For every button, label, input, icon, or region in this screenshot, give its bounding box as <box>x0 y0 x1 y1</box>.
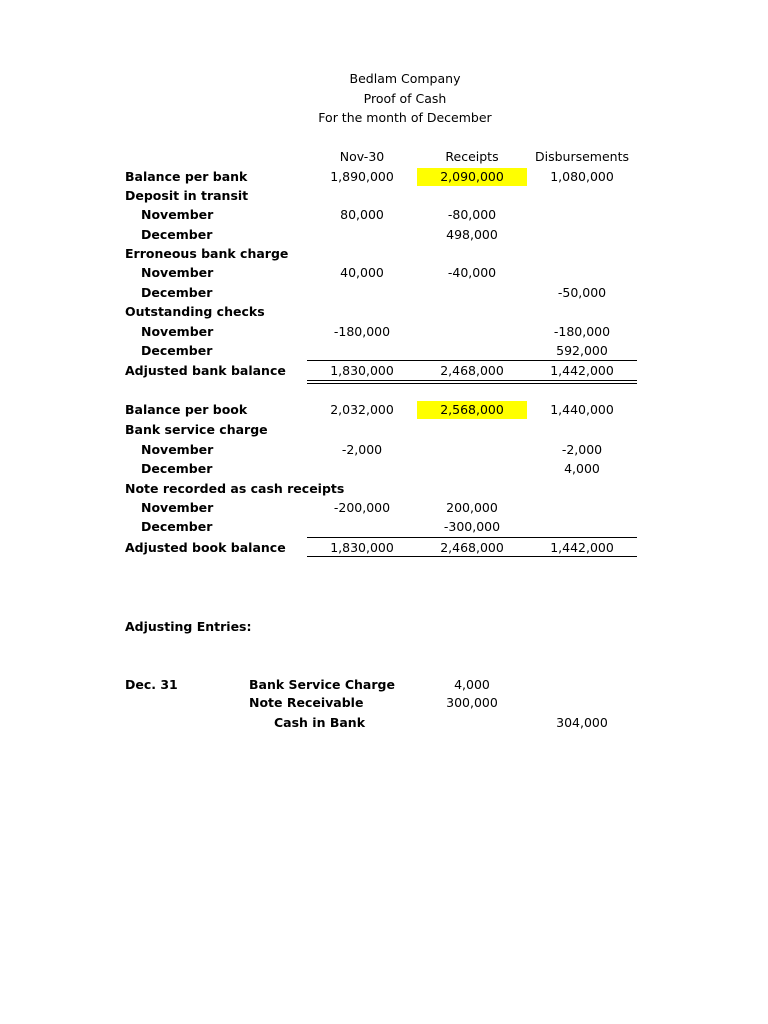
cell-ebc-nov-receipts: -40,000 <box>447 265 497 280</box>
cell-book-nov30: 2,032,000 <box>330 402 394 417</box>
row-label-ebc-november: November <box>141 265 214 280</box>
cell-adj-book-disbursements: 1,442,000 <box>550 540 614 555</box>
cell-dit-dec-receipts: 498,000 <box>446 227 498 242</box>
report-title: Proof of Cash <box>363 91 447 106</box>
row-label-adjusted-bank-balance: Adjusted bank balance <box>125 363 286 378</box>
cell-note-nov-nov30: -200,000 <box>333 500 391 515</box>
cell-bsc-dec-disbursements: 4,000 <box>564 461 600 476</box>
subtotal-rule-bank <box>307 360 637 361</box>
entry-date: Dec. 31 <box>125 677 178 692</box>
entry-debit-note-receivable: 300,000 <box>446 695 498 710</box>
row-label-note-november: November <box>141 500 214 515</box>
row-label-note-recorded: Note recorded as cash receipts <box>125 481 345 496</box>
col-header-disbursements: Disbursements <box>534 149 629 164</box>
cell-adj-bank-receipts: 2,468,000 <box>440 363 504 378</box>
col-header-receipts: Receipts <box>445 149 499 164</box>
cell-bank-receipts: 2,090,000 <box>440 169 504 184</box>
cell-bank-disbursements: 1,080,000 <box>550 169 614 184</box>
row-label-balance-per-book: Balance per book <box>125 402 248 417</box>
row-label-erroneous-bank-charge: Erroneous bank charge <box>125 246 289 261</box>
cell-oc-nov-disbursements: -180,000 <box>553 324 611 339</box>
cell-note-nov-receipts: 200,000 <box>446 500 498 515</box>
cell-note-dec-receipts: -300,000 <box>443 519 501 534</box>
cell-adj-bank-disbursements: 1,442,000 <box>550 363 614 378</box>
cell-bsc-nov-nov30: -2,000 <box>341 442 383 457</box>
row-label-dit-december: December <box>141 227 213 242</box>
report-period: For the month of December <box>318 110 492 125</box>
row-label-bsc-november: November <box>141 442 214 457</box>
cell-oc-dec-disbursements: 592,000 <box>556 343 608 358</box>
subtotal-rule-book <box>307 537 637 538</box>
company-name: Bedlam Company <box>349 71 461 86</box>
adjusting-entries-heading: Adjusting Entries: <box>125 619 252 634</box>
cell-bank-nov30: 1,890,000 <box>330 169 394 184</box>
entry-account-bank-service-charge: Bank Service Charge <box>249 677 395 692</box>
row-label-dit-november: November <box>141 207 214 222</box>
cell-adj-book-nov30: 1,830,000 <box>330 540 394 555</box>
row-label-adjusted-book-balance: Adjusted book balance <box>125 540 286 555</box>
total-rule-book <box>307 556 637 557</box>
row-label-oc-november: November <box>141 324 214 339</box>
row-label-bank-service-charge: Bank service charge <box>125 422 268 437</box>
row-label-ebc-december: December <box>141 285 213 300</box>
cell-ebc-dec-disbursements: -50,000 <box>557 285 607 300</box>
entry-debit-bank-service-charge: 4,000 <box>454 677 490 692</box>
cell-dit-nov-nov30: 80,000 <box>340 207 384 222</box>
cell-book-receipts: 2,568,000 <box>440 402 504 417</box>
cell-adj-book-receipts: 2,468,000 <box>440 540 504 555</box>
row-label-balance-per-bank: Balance per bank <box>125 169 248 184</box>
entry-credit-cash-in-bank: 304,000 <box>556 715 608 730</box>
row-label-oc-december: December <box>141 343 213 358</box>
col-header-nov30: Nov-30 <box>339 149 385 164</box>
cell-book-disbursements: 1,440,000 <box>550 402 614 417</box>
cell-oc-nov-nov30: -180,000 <box>333 324 391 339</box>
cell-bsc-nov-disbursements: -2,000 <box>561 442 603 457</box>
row-label-outstanding-checks: Outstanding checks <box>125 304 265 319</box>
row-label-note-december: December <box>141 519 213 534</box>
row-label-bsc-december: December <box>141 461 213 476</box>
cell-ebc-nov-nov30: 40,000 <box>340 265 384 280</box>
entry-account-cash-in-bank: Cash in Bank <box>274 715 366 730</box>
cell-dit-nov-receipts: -80,000 <box>447 207 497 222</box>
entry-account-note-receivable: Note Receivable <box>249 695 364 710</box>
cell-adj-bank-nov30: 1,830,000 <box>330 363 394 378</box>
row-label-deposit-in-transit: Deposit in transit <box>125 188 249 203</box>
total-double-rule-bank <box>307 380 637 384</box>
